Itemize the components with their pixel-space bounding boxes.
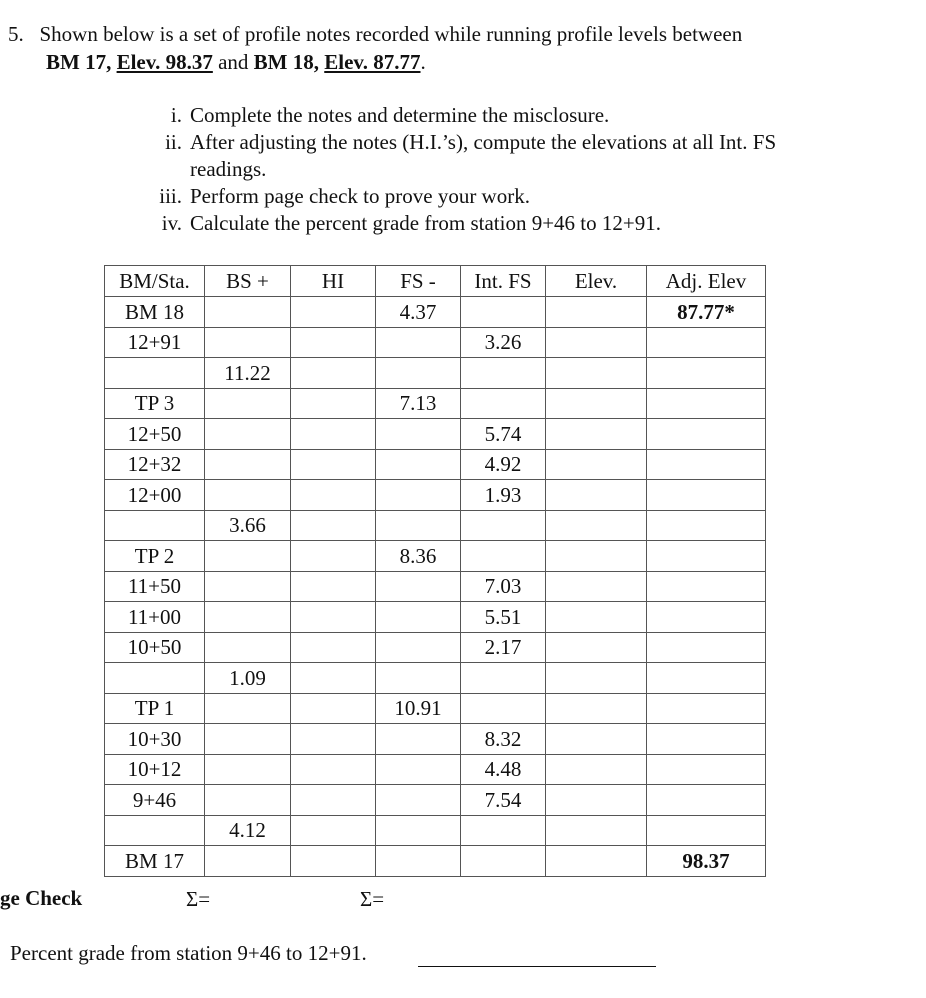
cell-adj-elev [647,602,766,633]
cell-hi [291,785,376,816]
cell-hi [291,846,376,877]
cell-station: 10+50 [105,632,205,663]
cell-bs [205,571,291,602]
table-row [105,724,766,755]
cell-station: 11+00 [105,602,205,633]
cell-adj-elev [647,480,766,511]
problem-line-2 [8,48,742,76]
cell-hi [291,663,376,694]
cell-fs: 7.13 [376,388,461,419]
table-row [105,541,766,572]
cell-fs [376,754,461,785]
cell-fs: 8.36 [376,541,461,572]
cell-adj-elev [647,724,766,755]
cell-int-fs: 7.03 [461,571,546,602]
cell-bs [205,449,291,480]
problem-number: 5. [8,22,24,46]
cell-bs [205,632,291,663]
table-row [105,815,766,846]
table-row [105,571,766,602]
cell-int-fs: 4.92 [461,449,546,480]
header-hi: HI [291,266,376,297]
cell-adj-elev [647,358,766,389]
cell-elev [546,693,647,724]
cell-bs [205,785,291,816]
cell-station [105,358,205,389]
task-text: Calculate the percent grade from station 9+46 to 12+91. [190,211,661,235]
task-item [130,183,850,210]
table-row [105,480,766,511]
cell-hi [291,693,376,724]
cell-fs [376,449,461,480]
sigma-fs: Σ= [360,887,385,911]
cell-bs: 1.09 [205,663,291,694]
cell-hi [291,724,376,755]
percent-grade-prompt: Percent grade from station 9+46 to 12+91. [10,941,367,965]
table-row [105,419,766,450]
cell-adj-elev [647,388,766,419]
cell-fs [376,785,461,816]
cell-bs [205,388,291,419]
cell-bs: 3.66 [205,510,291,541]
and-word: and [218,50,249,74]
cell-elev [546,449,647,480]
cell-elev [546,419,647,450]
cell-int-fs [461,815,546,846]
cell-bs [205,541,291,572]
cell-bs [205,754,291,785]
cell-int-fs: 4.48 [461,754,546,785]
cell-hi [291,632,376,663]
cell-elev [546,724,647,755]
cell-hi [291,541,376,572]
cell-hi [291,297,376,328]
sigma-bs: Σ= [186,887,211,911]
cell-fs: 4.37 [376,297,461,328]
cell-hi [291,327,376,358]
cell-hi [291,358,376,389]
cell-station: TP 1 [105,693,205,724]
cell-adj-elev [647,449,766,480]
page-check-label: ge Check [0,886,83,910]
cell-station: 11+50 [105,571,205,602]
cell-elev [546,480,647,511]
cell-station: TP 3 [105,388,205,419]
task-text: After adjusting the notes (H.I.’s), compute the elevations at all Int. FS readings. [190,130,777,181]
task-item [130,129,850,183]
table-header-row [105,266,766,297]
table-row [105,449,766,480]
table-row [105,388,766,419]
bm-end-elev: Elev. 87.77 [324,50,421,74]
cell-station [105,815,205,846]
cell-fs [376,510,461,541]
cell-fs [376,358,461,389]
cell-fs [376,327,461,358]
header-bs: BS + [205,266,291,297]
cell-hi [291,388,376,419]
cell-int-fs [461,297,546,328]
cell-fs [376,480,461,511]
cell-int-fs [461,510,546,541]
cell-int-fs: 3.26 [461,327,546,358]
header-int-fs: Int. FS [461,266,546,297]
cell-elev [546,571,647,602]
table-row [105,602,766,633]
cell-fs [376,602,461,633]
cell-adj-elev: 98.37 [647,846,766,877]
task-number: ii. [165,130,182,154]
cell-hi [291,419,376,450]
cell-bs [205,846,291,877]
cell-hi [291,480,376,511]
cell-fs [376,815,461,846]
cell-fs [376,724,461,755]
cell-fs [376,663,461,694]
task-number: i. [170,103,182,127]
cell-fs [376,571,461,602]
cell-station: 10+30 [105,724,205,755]
table-row [105,785,766,816]
cell-elev [546,846,647,877]
cell-elev [546,541,647,572]
cell-bs [205,693,291,724]
task-number: iii. [159,184,182,208]
bm-start: BM 17, [46,50,112,74]
cell-station: 9+46 [105,785,205,816]
cell-station: BM 18 [105,297,205,328]
task-text: Complete the notes and determine the misclosure. [190,103,610,127]
cell-int-fs [461,358,546,389]
table-row [105,632,766,663]
cell-bs: 4.12 [205,815,291,846]
cell-adj-elev [647,754,766,785]
cell-station [105,510,205,541]
cell-hi [291,571,376,602]
task-item [130,102,850,129]
cell-hi [291,602,376,633]
cell-elev [546,663,647,694]
table-row [105,327,766,358]
cell-int-fs: 5.51 [461,602,546,633]
cell-adj-elev: 87.77* [647,297,766,328]
table-row [105,510,766,541]
cell-bs [205,297,291,328]
cell-elev [546,297,647,328]
cell-station [105,663,205,694]
cell-fs [376,846,461,877]
cell-elev [546,358,647,389]
cell-int-fs: 7.54 [461,785,546,816]
cell-bs [205,602,291,633]
table-row [105,663,766,694]
cell-int-fs: 2.17 [461,632,546,663]
cell-adj-elev [647,571,766,602]
answer-blank-line[interactable] [418,966,656,967]
cell-station: BM 17 [105,846,205,877]
problem-line-1 [8,20,742,48]
table-row [105,297,766,328]
cell-station: 12+91 [105,327,205,358]
header-bm-sta: BM/Sta. [105,266,205,297]
cell-adj-elev [647,327,766,358]
cell-elev [546,754,647,785]
bm-end: BM 18, [253,50,319,74]
cell-elev [546,632,647,663]
cell-adj-elev [647,419,766,450]
cell-int-fs [461,693,546,724]
cell-elev [546,785,647,816]
cell-station: 12+50 [105,419,205,450]
table-row [105,358,766,389]
cell-fs [376,419,461,450]
cell-int-fs [461,388,546,419]
cell-fs [376,632,461,663]
cell-int-fs [461,663,546,694]
cell-hi [291,815,376,846]
bm-start-elev: Elev. 98.37 [116,50,213,74]
cell-adj-elev [647,541,766,572]
table-body [105,297,766,877]
table-row [105,846,766,877]
cell-int-fs [461,541,546,572]
cell-elev [546,388,647,419]
cell-adj-elev [647,510,766,541]
table-row [105,693,766,724]
cell-station: 10+12 [105,754,205,785]
cell-int-fs: 8.32 [461,724,546,755]
cell-hi [291,510,376,541]
profile-notes-table [104,265,766,877]
table-row [105,754,766,785]
problem-intro: Shown below is a set of profile notes recorded while running profile levels between [39,22,743,46]
cell-adj-elev [647,815,766,846]
cell-adj-elev [647,632,766,663]
cell-bs [205,327,291,358]
task-text: Perform page check to prove your work. [190,184,530,208]
cell-adj-elev [647,663,766,694]
cell-adj-elev [647,693,766,724]
cell-station: 12+00 [105,480,205,511]
cell-bs [205,419,291,450]
task-number: iv. [161,211,182,235]
cell-fs: 10.91 [376,693,461,724]
problem-statement [8,20,742,76]
period: . [420,50,426,74]
cell-hi [291,754,376,785]
cell-bs [205,480,291,511]
cell-station: TP 2 [105,541,205,572]
cell-elev [546,815,647,846]
header-elev: Elev. [546,266,647,297]
cell-bs: 11.22 [205,358,291,389]
task-list [130,102,850,237]
cell-bs [205,724,291,755]
cell-elev [546,510,647,541]
task-item [130,210,850,237]
cell-station: 12+32 [105,449,205,480]
cell-elev [546,602,647,633]
cell-hi [291,449,376,480]
cell-adj-elev [647,785,766,816]
cell-int-fs: 1.93 [461,480,546,511]
header-adj-elev: Adj. Elev [647,266,766,297]
cell-elev [546,327,647,358]
header-fs: FS - [376,266,461,297]
cell-int-fs: 5.74 [461,419,546,450]
cell-int-fs [461,846,546,877]
